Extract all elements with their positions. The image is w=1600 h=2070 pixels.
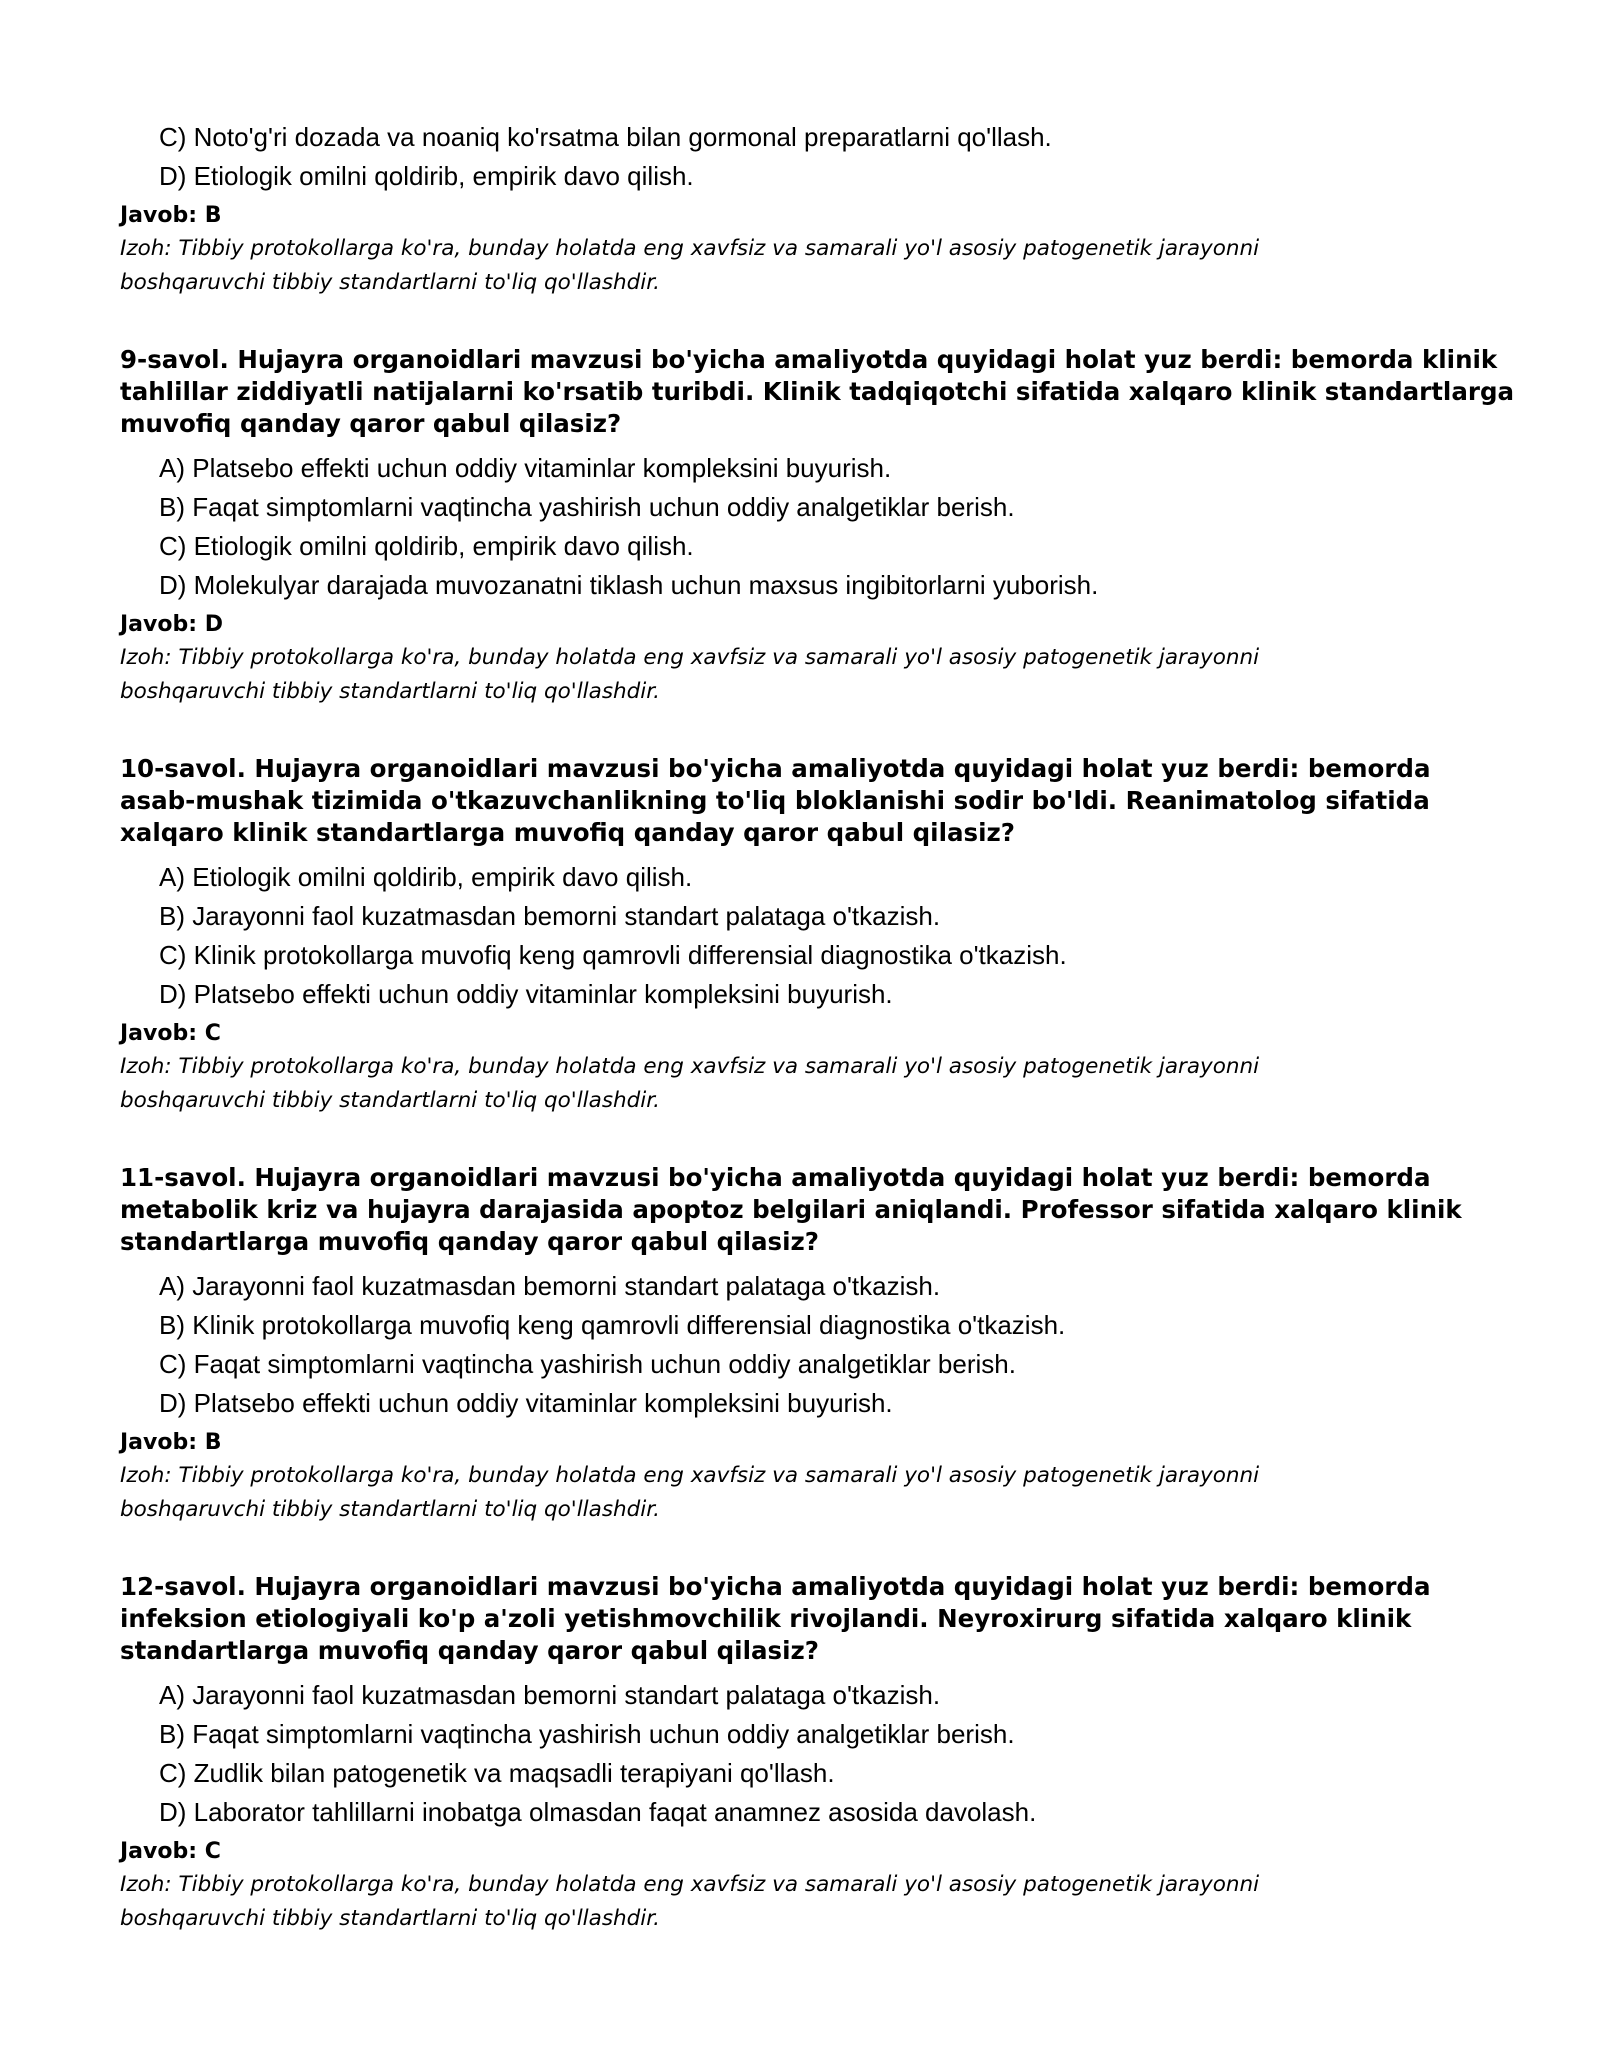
answer-option: B) Klinik protokollarga muvofiq keng qamrovli differensial diagnostika o'tkazish. — [159, 1310, 1066, 1340]
question-block-9 — [120, 344, 1515, 708]
answer-option: D) Platsebo effekti uchun oddiy vitaminlar kompleksini buyurish. — [159, 979, 893, 1009]
answer-option: D) Etiologik omilni qoldirib, empirik davo qilish. — [159, 161, 694, 191]
answer-option: B) Faqat simptomlarni vaqtincha yashirish uchun oddiy analgetiklar berish. — [159, 492, 1015, 522]
question-line: infeksion etiologiyali ko'p a'zoli yetishmovchilik rivojlandi. Neyroxirurg sifatida xalqaro klinik — [120, 1604, 1412, 1633]
correct-answer: Javob: C — [120, 1021, 221, 1046]
question-line: standartlarga muvofiq qanday qaror qabul qilasiz? — [120, 1227, 819, 1256]
question-text — [120, 1162, 1500, 1258]
question-text — [120, 753, 1500, 849]
explanation-line: boshqaruvchi tibbiy standartlarni to'liq qo'llashdir. — [120, 270, 660, 295]
answer-option: C) Klinik protokollarga muvofiq keng qamrovli differensial diagnostika o'tkazish. — [159, 940, 1067, 970]
question-line: metabolik kriz va hujayra darajasida apoptoz belgilari aniqlandi. Professor sifatida xalqaro klinik — [120, 1195, 1462, 1224]
question-line: tahlillar ziddiyatli natijalarni ko'rsatib turibdi. Klinik tadqiqotchi sifatida xalqaro klinik standartlarga — [120, 377, 1515, 406]
question-line: 11-savol. Hujayra organoidlari mavzusi bo'yicha amaliyotda quyidagi holat yuz berdi: bemorda — [120, 1163, 1431, 1192]
question-text — [120, 1571, 1500, 1667]
answer-option: A) Etiologik omilni qoldirib, empirik davo qilish. — [159, 862, 693, 892]
question-block-11 — [120, 1162, 1500, 1526]
question-block-12 — [120, 1571, 1500, 1935]
answer-option: A) Jarayonni faol kuzatmasdan bemorni standart palataga o'tkazish. — [159, 1271, 941, 1301]
question-block-8-continued — [120, 118, 1500, 299]
answer-option: A) Platsebo effekti uchun oddiy vitaminlar kompleksini buyurish. — [159, 453, 892, 483]
explanation-line: boshqaruvchi tibbiy standartlarni to'liq qo'llashdir. — [120, 1906, 660, 1931]
answer-option: D) Laborator tahlillarni inobatga olmasdan faqat anamnez asosida davolash. — [159, 1797, 1037, 1827]
question-line: xalqaro klinik standartlarga muvofiq qanday qaror qabul qilasiz? — [120, 818, 1015, 847]
question-line: 12-savol. Hujayra organoidlari mavzusi bo'yicha amaliyotda quyidagi holat yuz berdi: bemorda — [120, 1572, 1431, 1601]
answer-option: A) Jarayonni faol kuzatmasdan bemorni standart palataga o'tkazish. — [159, 1680, 941, 1710]
question-line: 10-savol. Hujayra organoidlari mavzusi bo'yicha amaliyotda quyidagi holat yuz berdi: bemorda — [120, 754, 1431, 783]
answer-option: D) Platsebo effekti uchun oddiy vitaminlar kompleksini buyurish. — [159, 1388, 893, 1418]
question-text — [120, 344, 1515, 440]
correct-answer: Javob: B — [120, 1430, 222, 1455]
question-line: standartlarga muvofiq qanday qaror qabul qilasiz? — [120, 1636, 819, 1665]
answer-option: D) Molekulyar darajada muvozanatni tiklash uchun maxsus ingibitorlarni yuborish. — [159, 570, 1099, 600]
answer-option: C) Faqat simptomlarni vaqtincha yashirish uchun oddiy analgetiklar berish. — [159, 1349, 1016, 1379]
explanation-line: Izoh: Tibbiy protokollarga ko'ra, bunday holatda eng xavfsiz va samarali yo'l asosiy patogenetik jarayonni — [120, 1054, 1260, 1079]
explanation-line: Izoh: Tibbiy protokollarga ko'ra, bunday holatda eng xavfsiz va samarali yo'l asosiy patogenetik jarayonni — [120, 645, 1260, 670]
answer-option: C) Noto'g'ri dozada va noaniq ko'rsatma bilan gormonal preparatlarni qo'llash. — [159, 122, 1052, 152]
answer-option: C) Etiologik omilni qoldirib, empirik davo qilish. — [159, 531, 694, 561]
explanation-line: boshqaruvchi tibbiy standartlarni to'liq qo'llashdir. — [120, 1497, 660, 1522]
explanation-line: Izoh: Tibbiy protokollarga ko'ra, bunday holatda eng xavfsiz va samarali yo'l asosiy patogenetik jarayonni — [120, 236, 1260, 261]
answer-option: B) Jarayonni faol kuzatmasdan bemorni standart palataga o'tkazish. — [159, 901, 941, 931]
answer-option: C) Zudlik bilan patogenetik va maqsadli terapiyani qo'llash. — [159, 1758, 835, 1788]
correct-answer: Javob: B — [120, 203, 222, 228]
document-page — [120, 118, 1515, 1935]
correct-answer: Javob: C — [120, 1839, 221, 1864]
answer-option: B) Faqat simptomlarni vaqtincha yashirish uchun oddiy analgetiklar berish. — [159, 1719, 1015, 1749]
question-line: muvofiq qanday qaror qabul qilasiz? — [120, 409, 622, 438]
explanation-line: boshqaruvchi tibbiy standartlarni to'liq qo'llashdir. — [120, 679, 660, 704]
question-line: 9-savol. Hujayra organoidlari mavzusi bo'yicha amaliyotda quyidagi holat yuz berdi: bemorda klinik — [120, 345, 1498, 374]
explanation-line: Izoh: Tibbiy protokollarga ko'ra, bunday holatda eng xavfsiz va samarali yo'l asosiy patogenetik jarayonni — [120, 1463, 1260, 1488]
question-block-10 — [120, 753, 1500, 1117]
explanation-line: Izoh: Tibbiy protokollarga ko'ra, bunday holatda eng xavfsiz va samarali yo'l asosiy patogenetik jarayonni — [120, 1872, 1260, 1897]
explanation-line: boshqaruvchi tibbiy standartlarni to'liq qo'llashdir. — [120, 1088, 660, 1113]
correct-answer: Javob: D — [120, 612, 223, 637]
question-line: asab-mushak tizimida o'tkazuvchanlikning to'liq bloklanishi sodir bo'ldi. Reanimatolog sifatida — [120, 786, 1430, 815]
